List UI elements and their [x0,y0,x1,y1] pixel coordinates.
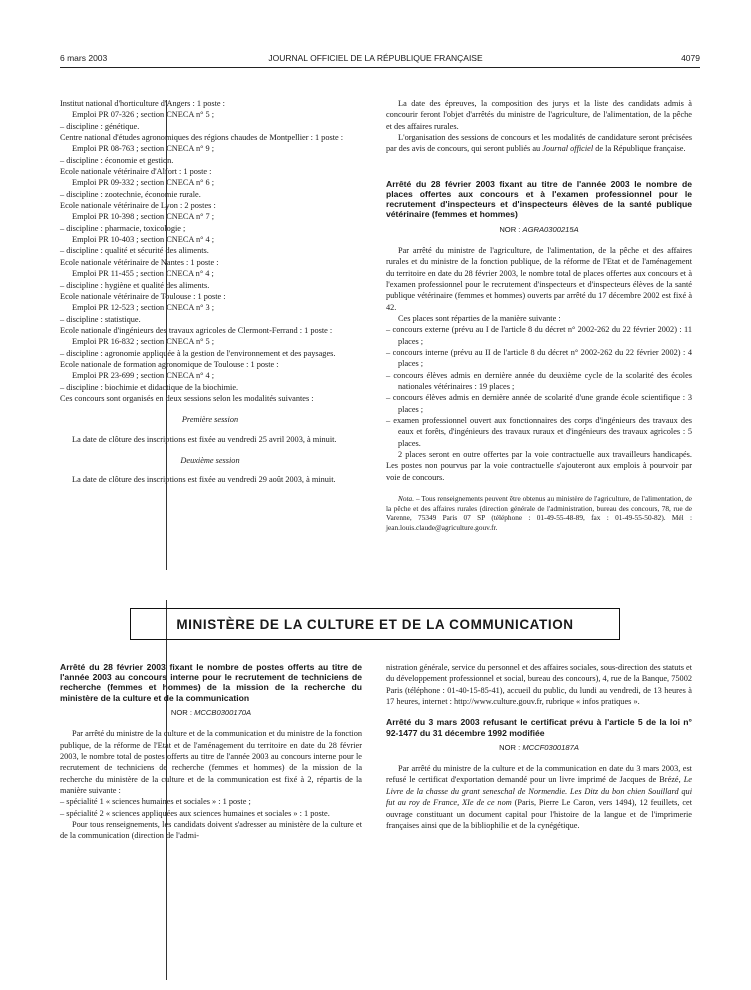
decree-paragraph: Par arrêté du ministre de l'agriculture, de l'alimentation, de la pêche et des affaires rurales et du ministre de la fonction publique, de la réforme de l'Etat et de l'aménagement du territoire en date du 28 février 2003, le nombre total de places offertes aux concours et à l'examen professionnel pour le recrutement d'inspecteurs et d'inspecteurs élèves de la santé publique vétérinaire (femmes et hommes) ouverts par arrêté du 17 décembre 2002 est fixé à 42. [386,245,692,312]
establishment-line: Centre national d'études agronomiques des régions chaudes de Montpellier : 1 poste : [60,133,344,143]
right-top-column [386,98,692,532]
establishment-line: Ces concours sont organisés en deux sessions selon les modalités suivantes : [60,393,314,403]
speciality-item: – spécialité 1 « sciences humaines et sociales » : 1 poste ; [60,797,251,807]
decree-title: Arrêté du 28 février 2003 fixant au titre de l'année 2003 le nombre de places offertes aux concours et à l'examen professionnel pour le recrutement d'inspecteurs et d'inspecteurs élèves de la santé publique vétérinaire (femmes et hommes) [386,178,692,220]
header-rule [60,67,700,68]
position-line: Emploi PR 12-523 ; section CNECA n° 3 ; [72,303,215,313]
establishment-line: Ecole nationale vétérinaire de Nantes : 1 poste : [60,257,219,267]
position-line: Emploi PR 16-832 ; section CNECA n° 5 ; [72,337,215,347]
establishment-line: Ecole nationale d'ingénieurs des travaux agricoles de Clermont-Ferrand : 1 poste : [60,325,333,335]
handicap-paragraph: 2 places seront en outre offertes par la voie contractuelle aux travailleurs handicapés. Les postes non pourvus par la voie contractuelle s'ajouteront aux emplois à pourvoir par voie de concours. [386,450,692,482]
places-item: – concours externe (prévu au I de l'article 8 du décret n° 2002-262 du 22 février 2002) : 11 places ; [386,325,692,346]
places-item: – concours élèves admis en dernière année du deuxième cycle de la scolarité des écoles nationales vétérinaires : 19 places ; [386,370,692,391]
journal-title: JOURNAL OFFICIEL DE LA RÉPUBLIQUE FRANÇAISE [268,53,483,63]
left-top-column [60,98,360,486]
culture-paragraph: Par arrêté du ministre de la culture et de la communication et du ministre de la fonction publique, de la réforme de l'Etat et de l'aménagement du territoire en date du 28 février 2003, le nombre total de postes offerts au titre de l'année 2003 au concours interne pour le recrutement de techniciens de recherche (femmes et hommes) de la mission de la recherche du ministère de la culture et de la communication est fixé à 2, répartis de la manière suivante : [60,729,362,795]
header-date: 6 mars 2003 [60,53,108,63]
establishment-line: Institut national d'horticulture d'Angers : 1 poste : [60,99,225,108]
discipline-line: – discipline : qualité et sécurité des aliments. [60,246,209,256]
certificate-paragraph: Par arrêté du ministre de la culture et de la communication en date du 3 mars 2003, est refusé le certificat d'exportation demandé pour un livre imprimé de Jacques de Brézé, Le Livre de la chasse du grant seneschal de Normendie. Les Ditz du bon chien Souillard qui fut au roy de France, XIe de ce nom (Paris, Pierre Le Caron, vers 1494), 12 feuillets, cet ouvrage constituant un document capital pour l'histoire de la langue et de l'imprimerie françaises ainsi que de la bibliophilie et de la cynégétique. [386,764,692,830]
distribution-intro: Ces places sont réparties de la manière suivante : [398,313,561,323]
note-paragraph: Nota. – Tous renseignements peuvent être obtenus au ministère de l'agriculture, de l'alimentation, de la pêche et des affaires rurales (direction générale de l'administration, bureau des concours, 78, rue de Varenne, 75349 Paris 07 SP (téléphone : 01-49-55-48-89, fax : 01-49-55-50-82). Mél : jean.louis.claude@agriculture.gouv.fr. [386,494,692,532]
establishment-line: Ecole nationale de formation agronomique de Toulouse : 1 poste : [60,359,279,369]
position-line: Emploi PR 10-398 ; section CNECA n° 7 ; [72,212,215,222]
discipline-line: – discipline : biochimie et didactique de la biochimie. [60,382,239,392]
position-line: Emploi PR 07-326 ; section CNECA n° 5 ; [72,110,215,120]
position-line: Emploi PR 10-403 ; section CNECA n° 4 ; [72,235,215,245]
discipline-line: – discipline : hygiène et qualité des aliments. [60,280,210,290]
position-line: Emploi PR 23-699 ; section CNECA n° 4 ; [72,371,215,381]
discipline-line: – discipline : zootechnie, économie rurale. [60,189,201,199]
places-item: – concours élèves admis en dernière année de scolarité d'une grande école scientifique : 3 places ; [386,393,692,414]
speciality-item: – spécialité 2 « sciences appliquées aux sciences humaines et sociales » : 1 poste. [60,808,330,818]
establishment-list [60,98,360,404]
discipline-line: – discipline : agronomie appliquée à la gestion de l'environnement et des paysages. [60,348,336,358]
discipline-line: – discipline : économie et gestion. [60,155,174,165]
left-bottom-column [60,662,362,842]
decree-title-culture: Arrêté du 28 février 2003 fixant le nombre de postes offerts au titre de l'année 2003 au concours interne pour le recrutement de techniciens de recherche (femmes et hommes) de la mission de la recherche du ministère de la culture et de la communication [60,662,362,703]
contact-paragraph: Pour tous renseignements, les candidats doivent s'adresser au ministère de la culture et de la communication (direction de l'admi- [60,819,362,841]
position-line: Emploi PR 08-763 ; section CNECA n° 9 ; [72,144,215,154]
session-1-text: La date de clôture des inscriptions est fixée au vendredi 25 avril 2003, à minuit. [72,434,337,444]
nor-reference: NOR : AGRA0300215A [499,224,579,234]
ministry-banner: MINISTÈRE DE LA CULTURE ET DE LA COMMUNICATION [130,608,620,640]
places-list [386,324,692,449]
discipline-line: – discipline : statistique. [60,314,141,324]
intro-paragraph: La date des épreuves, la composition des jurys et la liste des candidats admis à concourir feront l'objet d'arrêtés du ministre de l'agriculture, de l'alimentation, de la pêche et des affaires rurales. [386,99,692,131]
contact-continuation: nistration générale, service du personnel et des affaires sociales, sous-direction des statuts et du développement professionnel et social, bureau des concours), 4, rue de la Banque, 75002 Paris (téléphone : 01-40-15-85-41), accueil du public, du lundi au vendredi, de 13 heures à 17 heures, internet : http://www.culture.gouv.fr, rubrique « infos pratiques ». [386,663,692,707]
speciality-list [60,796,362,819]
intro-paragraph-2: L'organisation des sessions de concours et les modalités de candidature seront précisées par des avis de concours, qui seront publiés au Journal officiel de la République française. [386,133,692,154]
decree-title-certificate: Arrêté du 3 mars 2003 refusant le certificat prévu à l'article 5 de la loi n° 92-1477 du 31 décembre 1992 modifiée [386,717,692,738]
session-2-heading: Deuxième session [180,455,240,465]
establishment-line: Ecole nationale vétérinaire de Toulouse : 1 poste : [60,291,226,301]
nor-reference-culture: NOR : MCCB0300170A [170,707,252,717]
establishment-line: Ecole nationale vétérinaire de Lyon : 2 postes : [60,201,216,211]
establishment-line: Ecole nationale vétérinaire d'Alfort : 1 poste : [60,167,212,177]
position-line: Emploi PR 11-455 ; section CNECA n° 4 ; [72,269,214,279]
discipline-line: – discipline : génétique. [60,121,140,131]
discipline-line: – discipline : pharmacie, toxicologie ; [60,223,186,233]
page-number: 4079 [681,53,700,63]
right-bottom-column [386,662,692,831]
position-line: Emploi PR 09-332 ; section CNECA n° 6 ; [72,178,215,188]
session-1-heading: Première session [181,415,239,425]
column-separator-left [166,100,167,570]
nor-reference-certificate: NOR : MCCF0300187A [499,742,579,752]
places-item: – examen professionnel ouvert aux fonctionnaires des corps d'ingénieurs des travaux des eaux et forêts, d'ingénieurs des travaux ruraux et d'ingénieurs des travaux agricoles : 5 places. [386,416,692,448]
places-item: – concours interne (prévu au II de l'article 8 du décret n° 2002-262 du 22 février 2002) : 4 places ; [386,347,692,369]
session-2-text: La date de clôture des inscriptions est fixée au vendredi 29 août 2003, à minuit. [72,475,336,485]
